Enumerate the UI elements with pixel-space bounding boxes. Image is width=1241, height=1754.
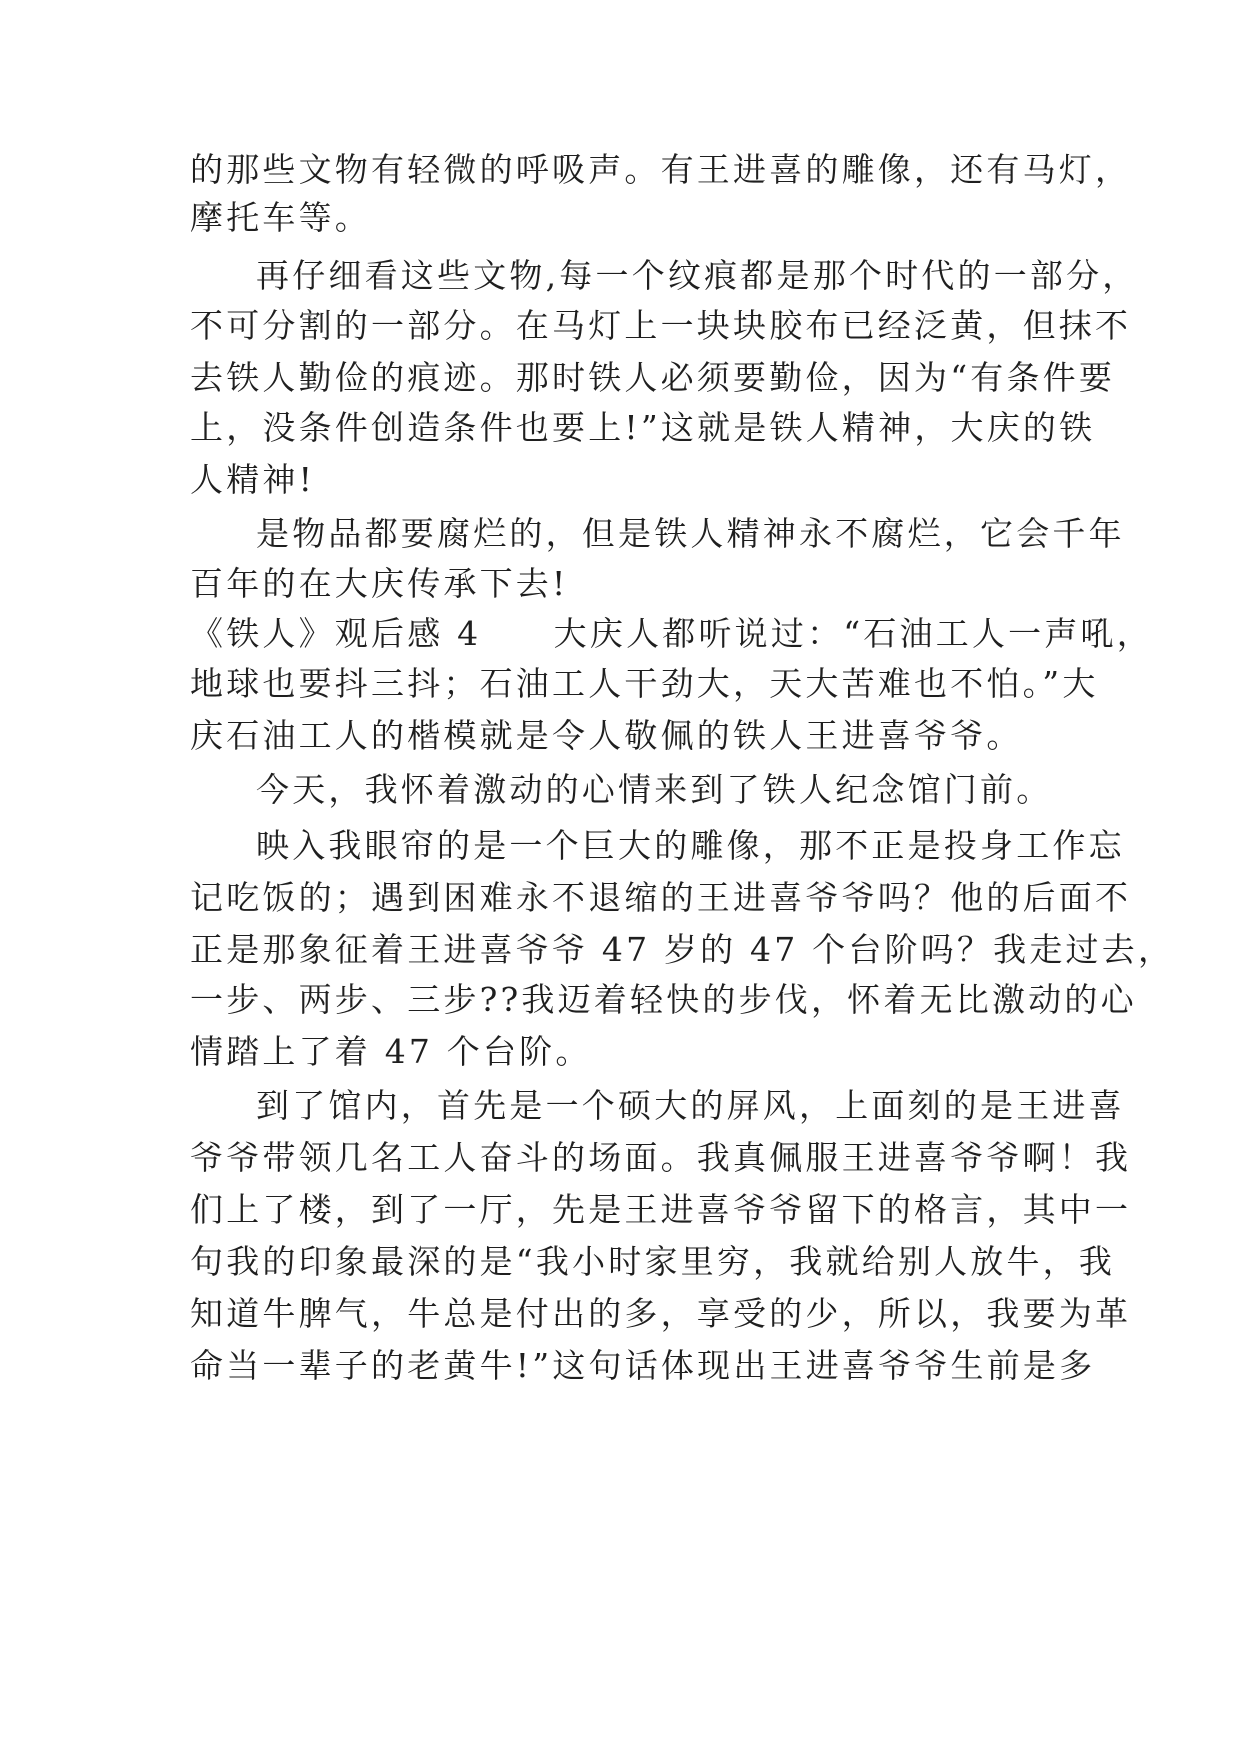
paragraph-start-line: 映入我眼帘的是一个巨大的雕像，那不正是投身工作忘 (256, 826, 1125, 865)
text-line: 地球也要抖三抖；石油工人干劲大，天大苦难也不怕。”大 (190, 664, 1099, 703)
text-line: 爷爷带领几名工人奋斗的场面。我真佩服王进喜爷爷啊！我 (190, 1138, 1132, 1177)
text-line: 记吃饭的；遇到困难永不退缩的王进喜爷爷吗？他的后面不 (190, 878, 1132, 917)
text-line: 句我的印象最深的是“我小时家里穷，我就给别人放牛，我 (190, 1242, 1116, 1281)
text-line: 命当一辈子的老黄牛!”这句话体现出王进喜爷爷生前是多 (190, 1346, 1096, 1385)
paragraph-start-line: 是物品都要腐烂的，但是铁人精神永不腐烂，它会千年 (256, 514, 1125, 553)
section-heading-line: 《铁人》观后感 4 大庆人都听说过：“石油工人一声吼， (190, 614, 1153, 653)
text-line: 知道牛脾气，牛总是付出的多，享受的少，所以，我要为革 (190, 1294, 1132, 1333)
text-line: 的那些文物有轻微的呼吸声。有王进喜的雕像，还有马灯， (190, 150, 1132, 189)
paragraph-start-line: 再仔细看这些文物,每一个纹痕都是那个时代的一部分， (256, 256, 1139, 295)
text-line: 庆石油工人的楷模就是令人敬佩的铁人王进喜爷爷。 (190, 716, 1023, 755)
paragraph-start-line: 到了馆内，首先是一个硕大的屏风，上面刻的是王进喜 (256, 1086, 1125, 1125)
text-line: 去铁人勤俭的痕迹。那时铁人必须要勤俭，因为“有条件要 (190, 358, 1116, 397)
text-line: 们上了楼，到了一厅，先是王进喜爷爷留下的格言，其中一 (190, 1190, 1132, 1229)
text-line: 一步、两步、三步??我迈着轻快的步伐，怀着无比激动的心 (190, 980, 1137, 1019)
text-line: 不可分割的一部分。在马灯上一块块胶布已经泛黄，但抹不 (190, 306, 1132, 345)
text-line: 摩托车等。 (190, 198, 371, 237)
text-line: 上，没条件创造条件也要上!”这就是铁人精神，大庆的铁 (190, 408, 1096, 447)
paragraph-start-line: 今天，我怀着激动的心情来到了铁人纪念馆门前。 (256, 770, 1053, 809)
text-line: 正是那象征着王进喜爷爷 47 岁的 47 个台阶吗？我走过去， (190, 930, 1175, 969)
text-line: 情踏上了着 47 个台阶。 (190, 1032, 592, 1071)
text-line: 人精神! (190, 460, 316, 499)
text-line: 百年的在大庆传承下去! (190, 564, 569, 603)
